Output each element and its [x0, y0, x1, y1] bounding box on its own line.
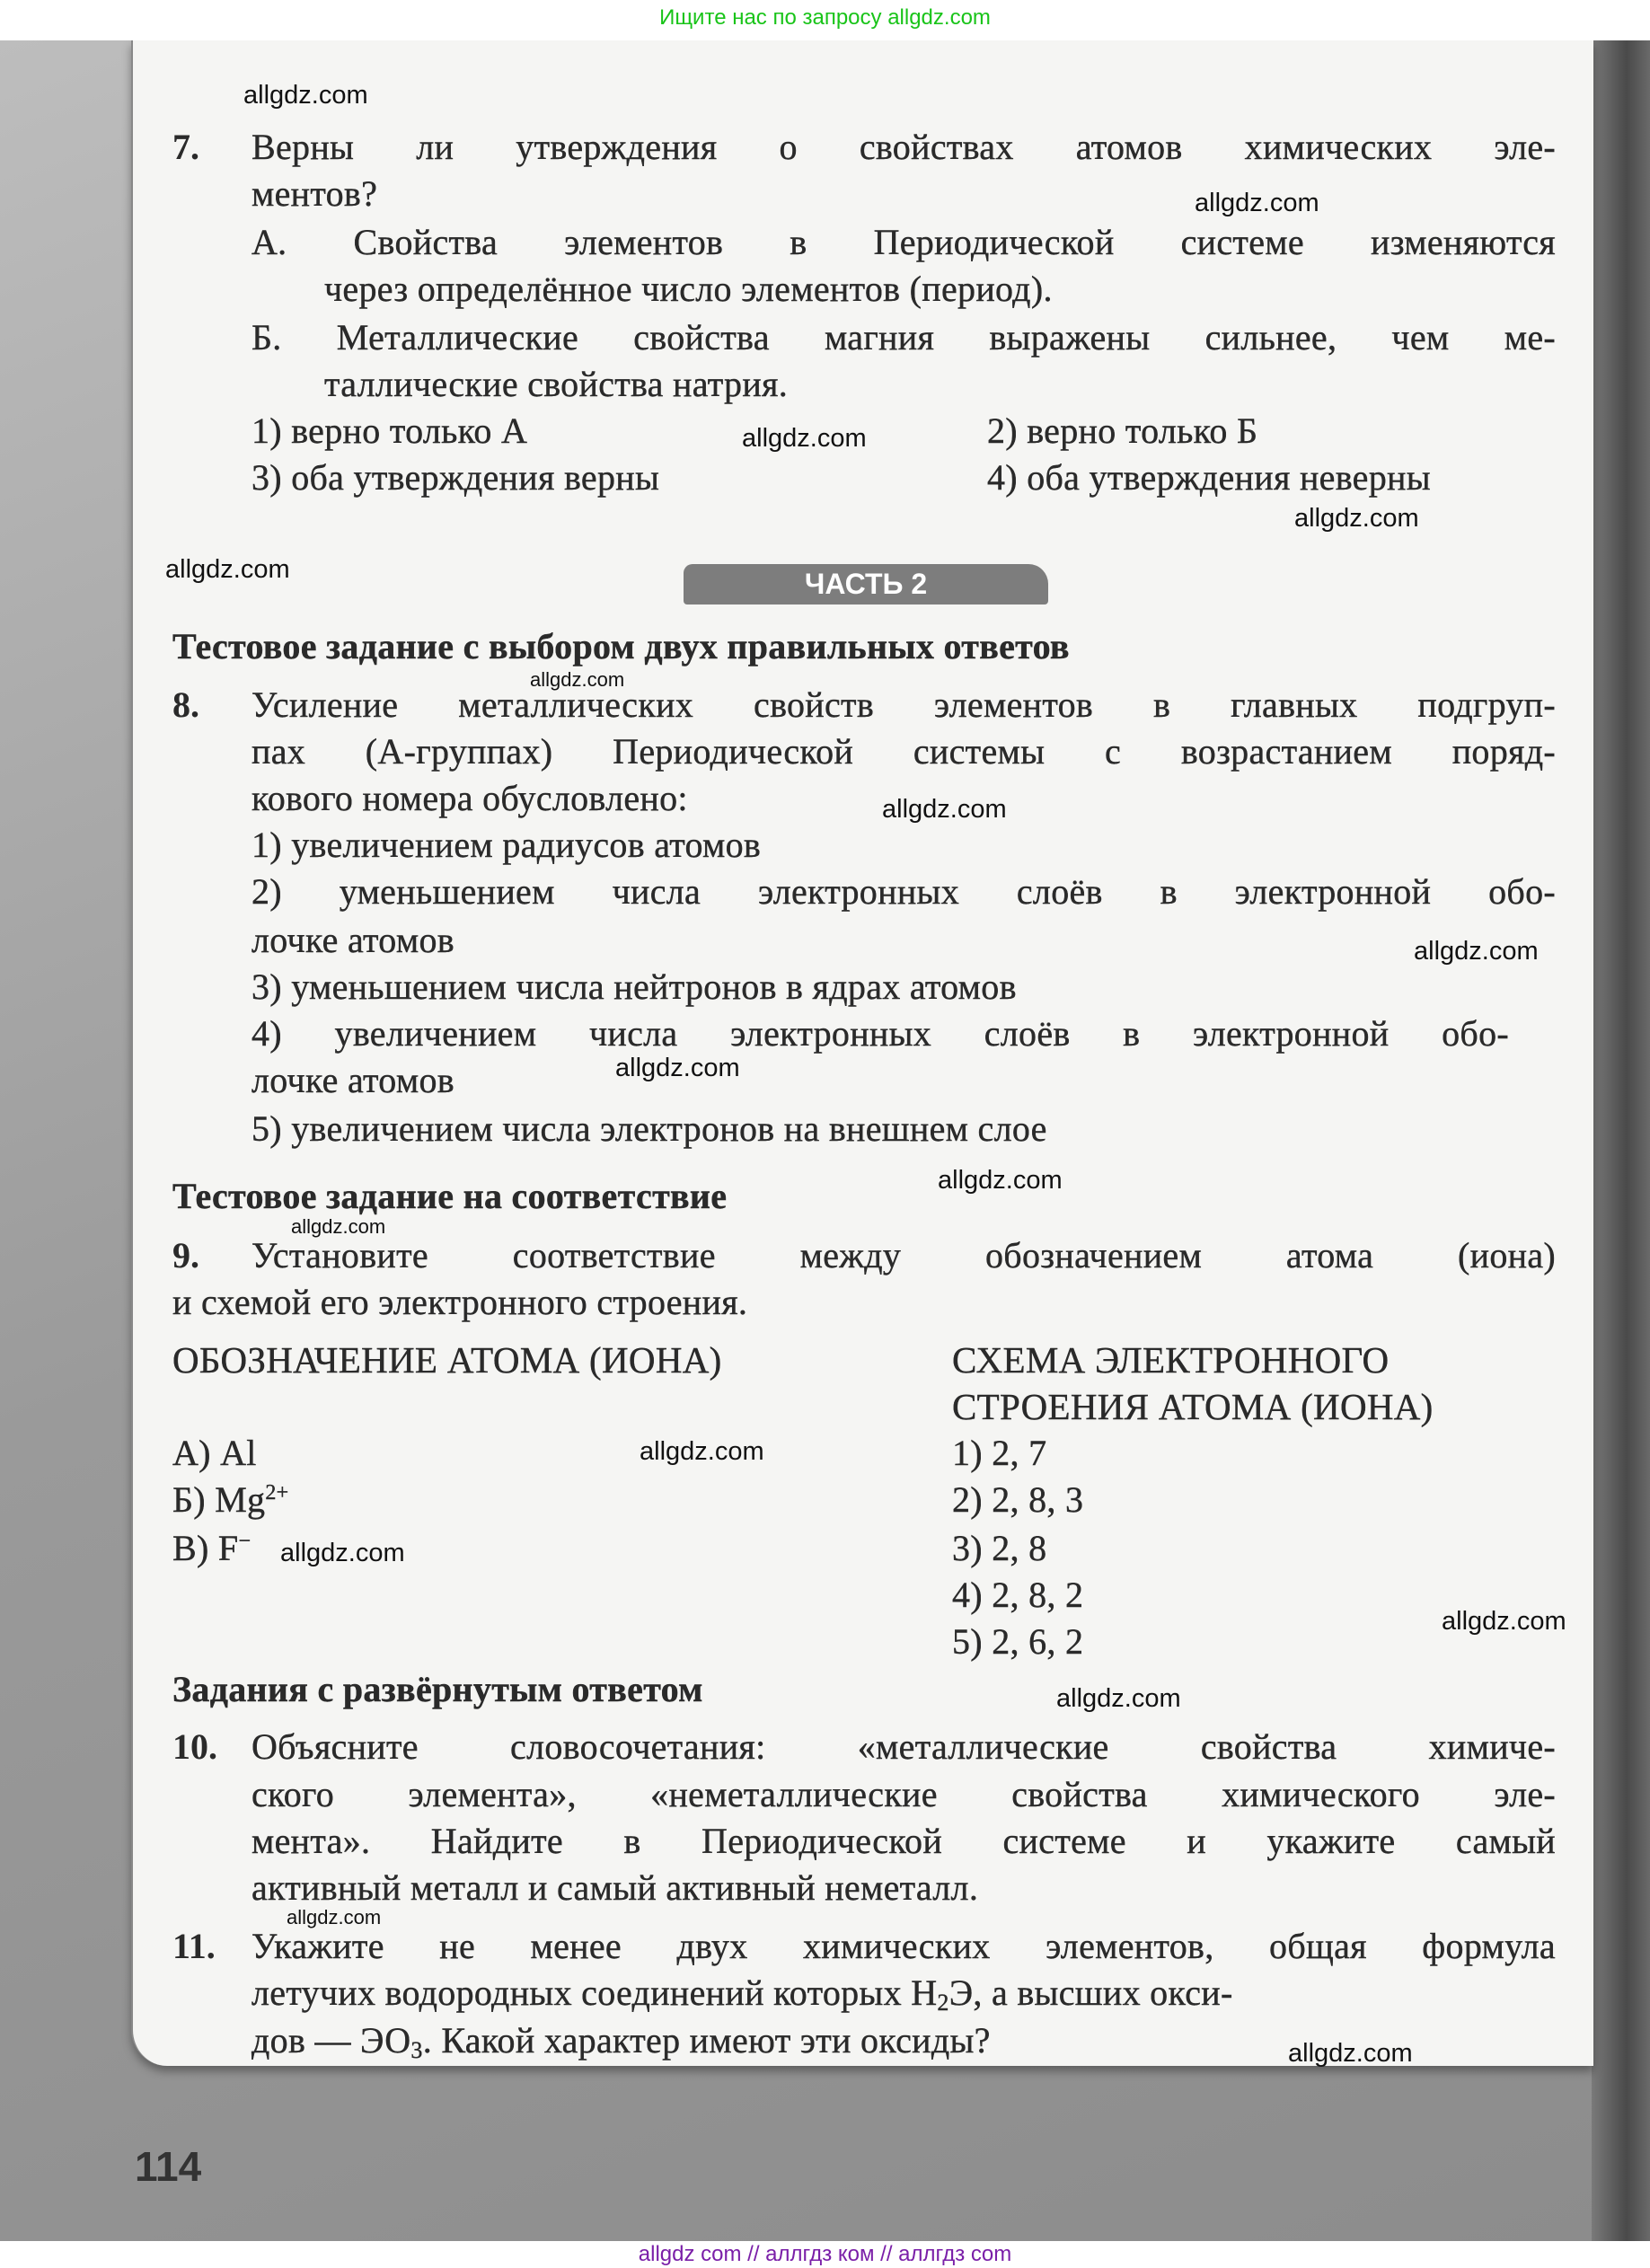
item-label: Б) Mg	[172, 1479, 266, 1520]
q11-text-part	[251, 1970, 1233, 2016]
q7-option: 1) верно только А	[251, 410, 528, 451]
watermark: allgdz.com	[1195, 189, 1319, 217]
text: Э, а высших окси-	[949, 1972, 1233, 2013]
text: летучих водородных соединений которых H	[251, 1972, 938, 2013]
section-heading: Задания с развёрнутым ответом	[172, 1669, 703, 1709]
watermark: allgdz.com	[1056, 1684, 1181, 1713]
q7-text: ментов?	[251, 173, 378, 214]
q8-option: 2) уменьшением числа электронных слоёв в электронной обо-	[251, 871, 1556, 912]
section-heading: Тестовое задание на соответствие	[172, 1176, 728, 1216]
q7-statement-b: Б. Металлические свойства магния выражены сильнее, чем ме-	[251, 317, 1556, 357]
item-label: В) F	[172, 1528, 239, 1568]
watermark: allgdz.com	[882, 795, 1007, 824]
q7-statement-a: А. Свойства элементов в Периодической системе изменяются	[251, 222, 1556, 262]
watermark: allgdz.com	[938, 1166, 1063, 1195]
subscript: 2	[937, 1990, 949, 2016]
text: . Какой характер имеют эти оксиды?	[422, 2020, 991, 2061]
q9-text: Установите соответствие между обозначением атома (иона)	[251, 1235, 1556, 1275]
q7-statement-a: через определённое число элементов (период).	[324, 269, 1053, 309]
q9-right-item: 1) 2, 7	[952, 1433, 1047, 1473]
charge: 2+	[265, 1481, 289, 1505]
q11-text	[251, 1970, 1556, 2016]
watermark: allgdz.com	[287, 1906, 382, 1928]
watermark: allgdz.com	[280, 1539, 405, 1567]
watermark: allgdz.com	[243, 81, 368, 110]
subscript: 3	[410, 2037, 423, 2063]
q7-option: 4) оба утверждения неверны	[987, 457, 1431, 498]
q8-text: пах (А-группах) Периодической системы с возрастанием поряд-	[251, 731, 1556, 772]
watermark: allgdz.com	[1288, 2039, 1413, 2068]
q10-text: мента». Найдите в Периодической системе и укажите самый	[251, 1821, 1556, 1861]
text: дов — ЭО	[251, 2020, 411, 2061]
q9-left-item	[172, 1525, 251, 1572]
q10-text: активный металл и самый активный неметалл.	[251, 1867, 979, 1908]
part-2-label: ЧАСТЬ 2	[684, 564, 1048, 605]
item-label: А) Al	[172, 1433, 257, 1473]
page-number: 114	[135, 2143, 202, 2190]
q8-text: Усиление металлических свойств элементов в главных подгруп-	[251, 684, 1556, 725]
watermark: allgdz.com	[165, 555, 290, 584]
q9-right-header: СТРОЕНИЯ АТОМА (ИОНА)	[952, 1386, 1434, 1427]
q11-number: 11.	[172, 1926, 216, 1966]
q8-option: 3) уменьшением числа нейтронов в ядрах атомов	[251, 966, 1017, 1007]
q9-right-item: 2) 2, 8, 3	[952, 1479, 1084, 1520]
q7-statement-b: таллические свойства натрия.	[324, 364, 789, 404]
q9-text: и схемой его электронного строения.	[172, 1282, 748, 1322]
q9-left-item	[172, 1477, 289, 1523]
book-spine-shadow	[1592, 40, 1650, 2241]
q7-text: Верны ли утверждения о свойствах атомов химических эле-	[251, 127, 1556, 167]
watermark: allgdz.com	[291, 1215, 386, 1238]
q8-option: 1) увеличением радиусов атомов	[251, 825, 762, 865]
watermark: allgdz.com	[640, 1437, 764, 1466]
section-heading: Тестовое задание с выбором двух правильных ответов	[172, 626, 1070, 666]
q8-option: лочке атомов	[251, 920, 454, 960]
q8-option: 4) увеличением числа электронных слоёв в электронной обо-	[251, 1013, 1509, 1054]
q8-text: кового номера обусловлено:	[251, 778, 688, 818]
q9-number: 9.	[172, 1235, 199, 1275]
watermark: allgdz.com	[530, 668, 625, 691]
q9-left-item	[172, 1430, 257, 1477]
q8-option: лочке атомов	[251, 1060, 454, 1100]
q10-number: 10.	[172, 1726, 217, 1767]
q9-right-item: 5) 2, 6, 2	[952, 1621, 1084, 1662]
charge: −	[238, 1530, 251, 1553]
watermark: allgdz.com	[615, 1054, 740, 1082]
q11-text	[251, 2017, 991, 2064]
q9-left-header: ОБОЗНАЧЕНИЕ АТОМА (ИОНА)	[172, 1339, 722, 1381]
top-banner[interactable]: Ищите нас по запросу allgdz.com	[0, 0, 1650, 40]
q7-option: 2) верно только Б	[987, 410, 1258, 451]
footer-links[interactable]: allgdz com // аллгдз ком // аллгдз com	[0, 2241, 1650, 2268]
q10-text: Объясните словосочетания: «металлические свойства химиче-	[251, 1726, 1556, 1767]
q8-number: 8.	[172, 684, 199, 725]
q7-number: 7.	[172, 127, 199, 167]
q9-right-header: СХЕМА ЭЛЕКТРОННОГО	[952, 1339, 1390, 1381]
watermark: allgdz.com	[742, 424, 867, 453]
q10-text: ского элемента», «неметаллические свойства химического эле-	[251, 1774, 1556, 1814]
watermark: allgdz.com	[1414, 937, 1539, 966]
q8-option: 5) увеличением числа электронов на внешнем слое	[251, 1108, 1047, 1149]
q9-right-item: 3) 2, 8	[952, 1528, 1047, 1568]
watermark: allgdz.com	[1294, 504, 1419, 533]
watermark: allgdz.com	[1442, 1607, 1566, 1636]
q9-right-item: 4) 2, 8, 2	[952, 1575, 1084, 1615]
q7-option: 3) оба утверждения верны	[251, 457, 660, 498]
q11-text: Укажите не менее двух химических элементов, общая формула	[251, 1926, 1556, 1966]
